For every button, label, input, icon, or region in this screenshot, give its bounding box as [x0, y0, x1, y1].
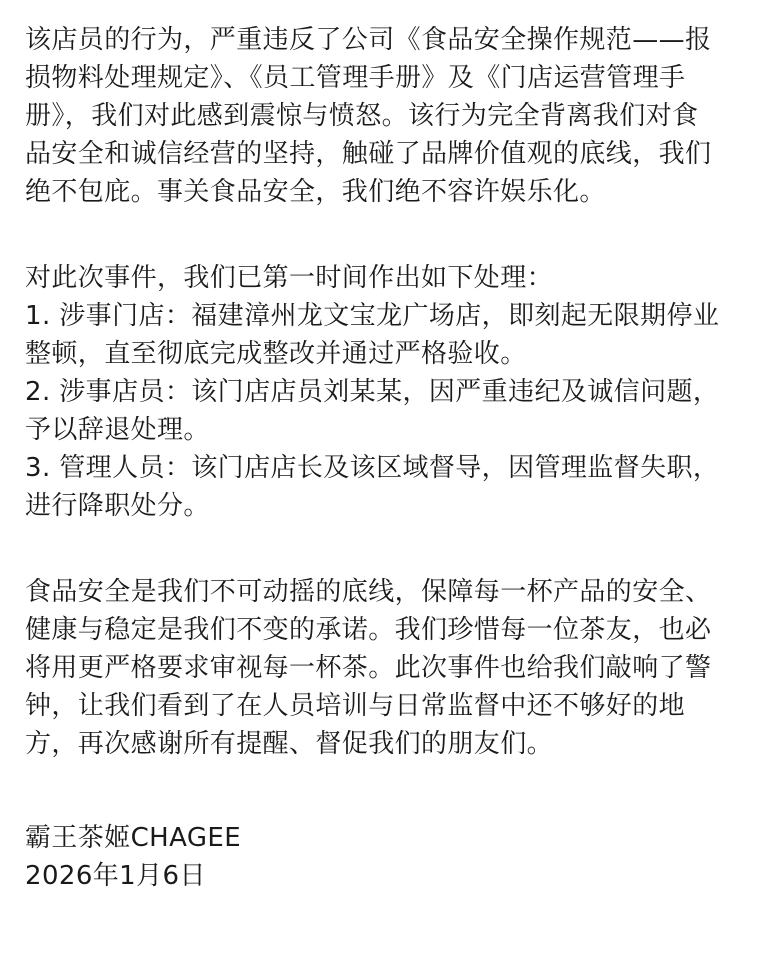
paragraph-3-line-1: 食品安全是我们不可动摇的底线，保障每一杯产品的安全、: [25, 577, 712, 607]
measure-1-line-1: 1. 涉事门店：福建漳州龙文宝龙广场店，即刻起无限期停业: [25, 301, 720, 331]
paragraph-1-line-2: 损物料处理规定》、《员工管理手册》及《门店运营管理手: [25, 63, 686, 93]
measure-3-line-1: 3. 管理人员：该门店店长及该区域督导，因管理监督失职，: [25, 453, 720, 483]
signature-brand: 霸王茶姬CHAGEE: [25, 823, 242, 853]
measure-2-line-2: 予以辞退处理。: [25, 415, 210, 445]
measure-2-line-1: 2. 涉事店员：该门店店员刘某某，因严重违纪及诚信问题，: [25, 377, 720, 407]
paragraph-3-line-3: 将用更严格要求审视每一杯茶。此次事件也给我们敲响了警: [25, 653, 712, 683]
paragraph-3-line-4: 钟，让我们看到了在人员培训与日常监督中还不够好的地: [25, 691, 686, 721]
paragraph-1-line-3: 册》，我们对此感到震惊与愤怒。该行为完全背离我们对食: [25, 101, 699, 131]
paragraph-3-line-5: 方，再次感谢所有提醒、督促我们的朋友们。: [25, 729, 554, 759]
paragraph-1-line-5: 绝不包庇。事关食品安全，我们绝不容许娱乐化。: [25, 177, 606, 207]
measure-3-line-2: 进行降职处分。: [25, 491, 210, 521]
paragraph-2-intro: 对此次事件，我们已第一时间作出如下处理：: [25, 263, 554, 293]
paragraph-1-line-1: 该店员的行为，严重违反了公司《食品安全操作规范——报: [25, 25, 712, 55]
signature-date: 2026年1月6日: [25, 861, 206, 891]
measure-1-line-2: 整顿，直至彻底完成整改并通过严格验收。: [25, 339, 527, 369]
paragraph-1-line-4: 品安全和诚信经营的坚持，触碰了品牌价值观的底线，我们: [25, 139, 712, 169]
paragraph-3-line-2: 健康与稳定是我们不变的承诺。我们珍惜每一位茶友，也必: [25, 615, 712, 645]
